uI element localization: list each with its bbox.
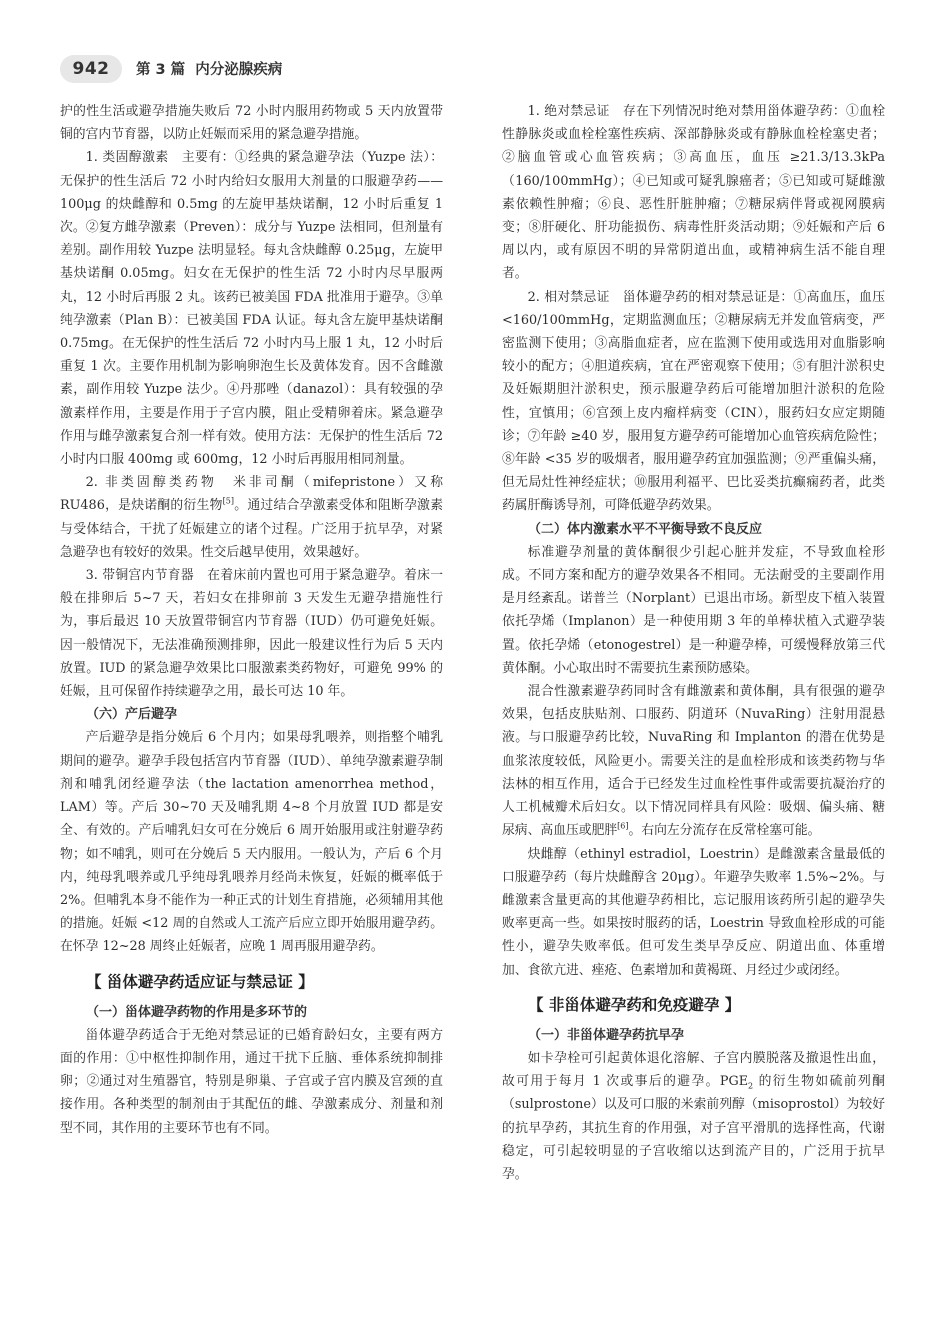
paragraph-combined-hormones: [502, 680, 885, 842]
nonsteroid-text-b: 。通过结合孕激素受体和阻断孕激素与受体结合，干扰了妊娠建立的诸个过程。广泛用于抗早孕，对紧急避孕也有较好的效果。性交后越早使用，效果越好。: [60, 498, 443, 560]
heading-hormone-imbalance: （二）体内激素水平不平衡导致不良反应: [528, 521, 763, 537]
abortion-text-b: 的衍生物如硫前列酮（sulprostone）以及可口服的米索前列醇（misoprostol）为较好的抗早孕药，其抗生育的作用强，对子宫平滑肌的选择性高，代谢稳定，可引起较明显的子宫收缩以达到流产目的，广泛用于抗早孕。: [502, 1074, 885, 1182]
heading-anti-early-pregnancy: （一）非甾体避孕药抗早孕: [528, 1027, 685, 1043]
heading-multi-step: （一）甾体避孕药物的作用是多环节的: [86, 1004, 308, 1020]
left-column: [60, 100, 443, 1140]
part-label: 第 3 篇: [136, 62, 186, 78]
running-head: [136, 58, 282, 79]
combined-text-a: 混合性激素避孕药同时含有雌激素和黄体酮，具有很强的避孕效果，包括皮肤贴剂、口服药、阴道环（NuvaRing）注射用混悬液。与口服避孕药比较，NuvaRing 和 Implanton 的潜在优势是血浆浓度较低，风险更小。需要关注的是血栓形成和该类药物与华法林的相互作用，适合于已经发生过血栓性事件或需要抗凝治疗的人工机械瓣术后妇女。以下情况同样具有风险：吸烟、偏头痛、糖尿病、高血压或肥胖: [502, 684, 885, 839]
paragraph-absolute-contraindications: 1. 绝对禁忌证 存在下列情况时绝对禁用甾体避孕药：①血栓性静脉炎或血栓栓塞性疾病、深部静脉炎或有静脉血栓栓塞史者；②脑血管或心血管疾病；③高血压，血压 ≥21.3/13.3kPa（160/100mmHg）；④已知或可疑乳腺癌者；⑤已知或可疑雌激素依赖性肿瘤；⑥良、恶性肝脏肿瘤；⑦糖尿病伴肾或视网膜病变；⑧肝硬化、肝功能损伤、病毒性肝炎活动期；⑨妊娠和产后 6 周以内，或有原因不明的异常阴道出血，或精神病生活不能自理者。: [502, 104, 885, 282]
right-column: [502, 100, 885, 1186]
abortion-text-a: 如卡孕栓可引起黄体退化溶解、子宫内膜脱落及撤退性出血，故可用于每月 1 次或事后的避孕。PGE: [502, 1050, 885, 1090]
paragraph-postpartum: 产后避孕是指分娩后 6 个月内；如果母乳喂养，则指整个哺乳期间的避孕。避孕手段包括宫内节育器（IUD）、单纯孕激素避孕制剂和哺乳闭经避孕法（the lactation amenorrhea method，LAM）等。产后 30~70 天及哺乳期 4~8 个月放置 IUD 都是安全、有效的。产后哺乳妇女可在分娩后 6 周开始服用或注射避孕药物；如不哺乳，则可在分娩后 5 天内服用。一般认为，产后 6 个月内，纯母乳喂养或几乎纯母乳喂养月经尚未恢复，妊娠的概率低于 2%。但哺乳本身不能作为一种正式的计划生育措施，必须辅用其他的措施。妊娠 <12 周的自然或人工流产后应立即开始服用避孕药。在怀孕 12~28 周终止妊娠者，应晚 1 周再服用避孕药。: [60, 730, 443, 955]
paragraph-steroid-hormones: 1. 类固醇激素 主要有：①经典的紧急避孕法（Yuzpe 法）：无保护的性生活后 72 小时内给妇女服用大剂量的口服避孕药——100μg 的炔雌醇和 0.5mg 的左旋甲基炔诺酮，12 小时后重复 1 次。②复方雌孕激素（Preven）：成分与 Yuzpe 法相同，但剂量有差别。副作用较 Yuzpe 法明显轻。每丸含炔雌醇 0.25μg，左旋甲基炔诺酮 0.05mg。妇女在无保护的性生活 72 小时内尽早服两丸，12 小时后再服 2 丸。该药已被美国 FDA 批准用于避孕。③单纯孕激素（Plan B）：已被美国 FDA 认证。每丸含左旋甲基炔诺酮 0.75mg。在无保护的性生活后 72 小时内马上服 1 丸，12 小时后重复 1 次。主要作用机制为影响卵泡生长及黄体发育。因不含雌激素，副作用较 Yuzpe 法少。④丹那唑（danazol）：具有较强的孕激素样作用，主要是作用于子宫内膜，阻止受精卵着床。紧急避孕作用与雌孕激素复合剂一样有效。使用方法：无保护的性生活后 72 小时内口服 400mg 或 600mg，12 小时后再服用相同剂量。: [60, 150, 443, 468]
heading-postpartum: （六）产后避孕: [86, 707, 178, 723]
section-heading-steroid: 【 甾体避孕药适应证与禁忌证 】: [86, 972, 314, 991]
part-title: 内分泌腺疾病: [195, 62, 283, 78]
paragraph-progestin: 标准避孕剂量的黄体酮很少引起心脏并发症，不导致血栓形成。不同方案和配方的避孕效果各不相同。无法耐受的主要副作用是月经紊乱。诺普兰（Norplant）已退出市场。新型皮下植入装置依托孕烯（Implanon）是一种使用期 3 年的单棒状植入式避孕装置。依托孕烯（etonogestrel）是一种避孕棒，可缓慢释放第三代黄体酮。小心取出时不需要抗生素预防感染。: [502, 544, 885, 676]
pge-subscript: 2: [748, 1081, 754, 1091]
page-number: 942: [60, 55, 122, 83]
section-heading-nonsteroid: 【 非甾体避孕药和免疫避孕 】: [528, 995, 741, 1014]
paragraph-multi-step: 甾体避孕药适合于无绝对禁忌证的已婚育龄妇女，主要有两方面的作用：①中枢性抑制作用，通过干扰下丘脑、垂体系统抑制排卵；②通过对生殖器官，特别是卵巢、子宫或子宫内膜及宫颈的直接作用。各种类型的制剂由于其配伍的雌、孕激素成分、剂量和剂型不同，其作用的主要环节也有不同。: [60, 1027, 443, 1136]
nonsteroid-text-a: 2. 非类固醇类药物 米非司酮（mifepristone）又称 RU486，是炔诺酮的衍生物: [60, 475, 443, 514]
citation-5: [5]: [222, 497, 235, 507]
paragraph-copper-iud: 3. 带铜宫内节育器 在着床前内置也可用于紧急避孕。着床一般在排卵后 5~7 天，若妇女在排卵前 3 天发生无避孕措施性行为，事后最迟 10 天放置带铜宫内节育器（IUD）仍可避免妊娠。因一般情况下，无法准确预测排卵，因此一般建议性行为后 5 天内放置。IUD 的紧急避孕效果比口服激素类药物好，可避免 99% 的妊娠，且可保留作持续避孕之用，最长可达 10 年。: [60, 568, 443, 700]
citation-6: [6]: [617, 822, 629, 832]
paragraph-emergency-continued: 护的性生活或避孕措施失败后 72 小时内服用药物或 5 天内放置带铜的宫内节育器，以防止妊娠而采用的紧急避孕措施。: [60, 104, 443, 143]
paragraph-relative-contraindications: 2. 相对禁忌证 甾体避孕药的相对禁忌证是：①高血压，血压 <160/100mmHg，定期监测血压；②糖尿病无并发血管病变，严密监测下使用；③高脂血症者，应在监测下使用或选用对血脂影响较小的配方；④胆道疾病，宜在严密观察下使用；⑤有胆汁淤积史及妊娠期胆汁淤积史，预示服避孕药后可能增加胆汁淤积的危险性，宜慎用；⑥宫颈上皮内瘤样病变（CIN），服药妇女应定期随诊；⑦年龄 ≥40 岁，服用复方避孕药可能增加心血管疾病危险性；⑧年龄 <35 岁的吸烟者，服用避孕药宜加强监测；⑨严重偏头痛，但无局灶性神经症状；⑩服用利福平、巴比妥类抗癫痫药者，此类药属肝酶诱导剂，可降低避孕药效果。: [502, 289, 885, 514]
paragraph-nonsteroid-drugs: [60, 471, 443, 564]
paragraph-loestrin: 炔雌醇（ethinyl estradiol，Loestrin）是雌激素含量最低的口服避孕药（每片炔雌醇含 20μg）。年避孕失败率 1.5%~2%。与雌激素含量更高的其他避孕药相比，忘记服用该药所引起的避孕失败率更高一些。如果按时服药的话，Loestrin 导致血栓形成的可能性小，避孕失败率低。但可发生类早孕反应、阴道出血、体重增加、食欲亢进、痤疮、色素增加和黄褐斑、月经过少或闭经。: [502, 846, 885, 978]
combined-text-b: 。右向左分流存在反常栓塞可能。: [628, 823, 821, 839]
page-header: [60, 55, 890, 85]
paragraph-anti-early-pregnancy: [502, 1047, 885, 1186]
